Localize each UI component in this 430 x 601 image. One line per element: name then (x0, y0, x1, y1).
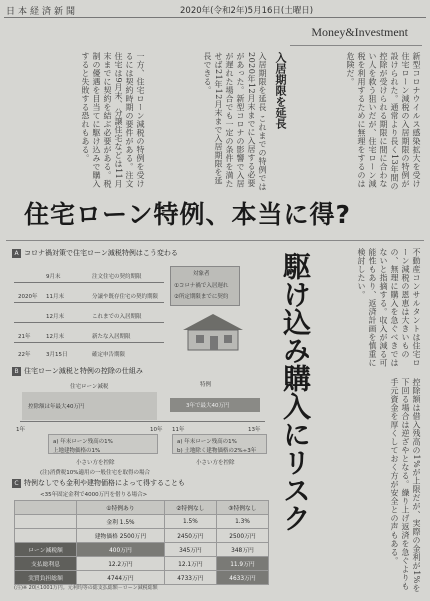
article-column-bottom: 控除額は借入残高の1%が上限だが、実際の金利が1%を下回る場合は逆ざやとなる。繰り上げ返済を急ぐよりも手元資金を厚くしておく方が安全との声もある。 (390, 378, 421, 593)
table-cell: 348万円 (216, 543, 268, 557)
table-cell: 4744万円 (77, 571, 165, 585)
timeline-text: これまでの入居期限 (92, 314, 142, 320)
figure-a-title-text: コロナ禍対策で住宅ローン減税特例はこう変わる (24, 249, 178, 257)
target-item-2: ②所定期限までに契約 (174, 294, 229, 300)
table-cell: 12.1万円 (164, 557, 216, 571)
deduction-bar (22, 392, 157, 420)
table-cell: 1.3% (216, 515, 268, 529)
lesser-note-right: 小さい方を控除 (196, 460, 235, 466)
column-header: ②特例なし (164, 501, 216, 515)
deduction-bar-amount: 控除額は年最大40万円 (28, 404, 85, 410)
table-cell: 4733万円 (164, 571, 216, 585)
timeline-date: 12月末 (46, 314, 64, 320)
timeline-text: 注文住宅の契約期限 (92, 274, 142, 280)
timeline-date: 9月末 (46, 274, 61, 280)
comparison-table (14, 500, 269, 585)
main-headline: 住宅ローン特例、本当に得? (24, 200, 352, 229)
table-cell: 11.9万円 (216, 557, 268, 571)
condition-box-left (48, 434, 158, 454)
condition-b: b) 土地除く建物価格の2%÷3年 (177, 448, 257, 454)
axis-line (20, 421, 265, 422)
figure-c-title (12, 478, 185, 488)
section-title: Money&Investment (311, 25, 408, 39)
axis-13-year: 13年 (248, 427, 261, 433)
condition-a: a) 年末ローン残高の1% (53, 439, 113, 445)
row-label: 支払総利息 (15, 557, 77, 571)
target-title: 対象者 (193, 271, 210, 277)
figure-c-tag: C (12, 479, 21, 488)
figure-b-footnote: (注)消費税10%適用の一般住宅を取得の場合 (40, 470, 151, 476)
table-row (15, 543, 269, 557)
figure-a-tag: A (12, 249, 21, 258)
timeline-year: 2020年 (18, 294, 38, 300)
row-label: 実質負担総額 (15, 571, 77, 585)
column-header: ③特例なし (216, 501, 268, 515)
dateline: 2020年(令和2年)5月16日(土曜日) (180, 6, 314, 16)
vertical-headline: 駆け込み購入にリスク (279, 252, 312, 532)
figure-b-tag: B (12, 367, 21, 376)
timeline-divider (14, 302, 164, 303)
article-column-right: 新型コロナウイルス感染拡大を受け住宅ローン減税の入居期限の特例が設けられた。通常より長く13年間の控除が受けられる期限に間に合わない人を救う狙いだが、住宅ローン減税を利用するために無理をするのは危険だ。 (346, 52, 421, 191)
timeline-date: 11月末 (46, 294, 64, 300)
figure-c-subtitle: <35年固定金利で4000万円を借りる場合> (40, 492, 148, 498)
special-label: 特例 (200, 382, 212, 388)
table-cell: 12.2万円 (77, 557, 165, 571)
table-row (15, 515, 269, 529)
target-item-1: ①コロナ禍で入居遅れ (174, 283, 229, 289)
masthead: 日本経済新聞 (6, 7, 79, 17)
table-cell: 400万円 (77, 543, 165, 557)
section-rule (290, 45, 422, 46)
table-corner (15, 501, 77, 515)
table-header-row (15, 501, 269, 515)
axis-11-year: 11年 (172, 427, 185, 433)
table-cell: 2450万円 (164, 529, 216, 543)
article-column-left: 一方、住宅ローン減税の特例を受けるには契約時期の要件がある。注文住宅は9月末、分譲住宅などは11月末までに契約を結ぶ必要がある。税制の優遇を目当てに駆け込みで購入すると失敗する恐れもある。 (81, 52, 145, 188)
condition-left-note: 上地建物価格の1% (53, 448, 101, 454)
deduction-bar-label: 住宅ローン減税 (70, 384, 109, 390)
target-box (170, 266, 240, 306)
axis-10-year: 10年 (150, 427, 163, 433)
timeline-year: 21年 (18, 334, 31, 340)
timeline-date: 12月末 (46, 334, 64, 340)
timeline-divider (14, 282, 164, 283)
lesser-note-left: 小さい方を控除 (76, 460, 115, 466)
column-header: ①特例あり (77, 501, 165, 515)
figure-c-footnote: (注)※ 20区1001万円。元利均等の総支払総額－ローン減税総額 (14, 585, 158, 591)
article-column-middle: 入居期限を延長 これまでの特例では2020年12月末までに入居する必要があった。新型コロナの影響で入居が遅れた場合でも一定の条件を満たせば21年12月末まで入居期限を延長できる。 (203, 52, 267, 192)
timeline-divider (14, 342, 164, 343)
row-label (15, 515, 77, 529)
house-icon (178, 310, 248, 352)
timeline-divider (14, 322, 164, 323)
timeline-date: 3月15日 (46, 352, 68, 358)
table-cell: 金利 1.5% (77, 515, 165, 529)
table-cell: 1.5% (164, 515, 216, 529)
table-row (15, 557, 269, 571)
timeline-year: 22年 (18, 352, 31, 358)
condition-a-right: a) 年末ローン残高の1% (177, 439, 237, 445)
table-cell: 4633万円 (216, 571, 268, 585)
timeline-text: 確定申告期限 (92, 352, 126, 358)
row-label: ローン減税額 (15, 543, 77, 557)
special-bar-amount: 3年で最大40万円 (186, 403, 230, 409)
header-rule (4, 17, 426, 18)
table-row (15, 571, 269, 585)
timeline-text: 新たな入居期限 (92, 334, 131, 340)
table-cell: 2500万円 (216, 529, 268, 543)
figure-c-title-text: 特例なしでも金利や建物価格によって得することも (24, 479, 185, 487)
subhead-entry-deadline: 入居期限を延長 (274, 52, 287, 129)
article-column-mid: 不動産コンサルタントは住宅ローン減税の恩恵は大きいものの、無理に購入を急ぐべきではないと指摘する。収入が減る可能性もあり、返済計画を慎重に検討したい。 (357, 248, 421, 367)
row-label (15, 529, 77, 543)
condition-box-right (172, 434, 267, 454)
special-bar (170, 398, 260, 412)
table-row (15, 529, 269, 543)
headline-rule (6, 240, 424, 241)
figure-b-title-text: 住宅ローン減税と特例の控除の仕組み (24, 367, 143, 375)
timeline-text: 分譲や既存住宅の契約期限 (92, 294, 159, 300)
table-cell: 建物価格 2500万円 (77, 529, 165, 543)
figure-b-title (12, 366, 143, 376)
table-cell: 345万円 (164, 543, 216, 557)
axis-1-year: 1年 (16, 427, 25, 433)
figure-a-title (12, 248, 178, 258)
